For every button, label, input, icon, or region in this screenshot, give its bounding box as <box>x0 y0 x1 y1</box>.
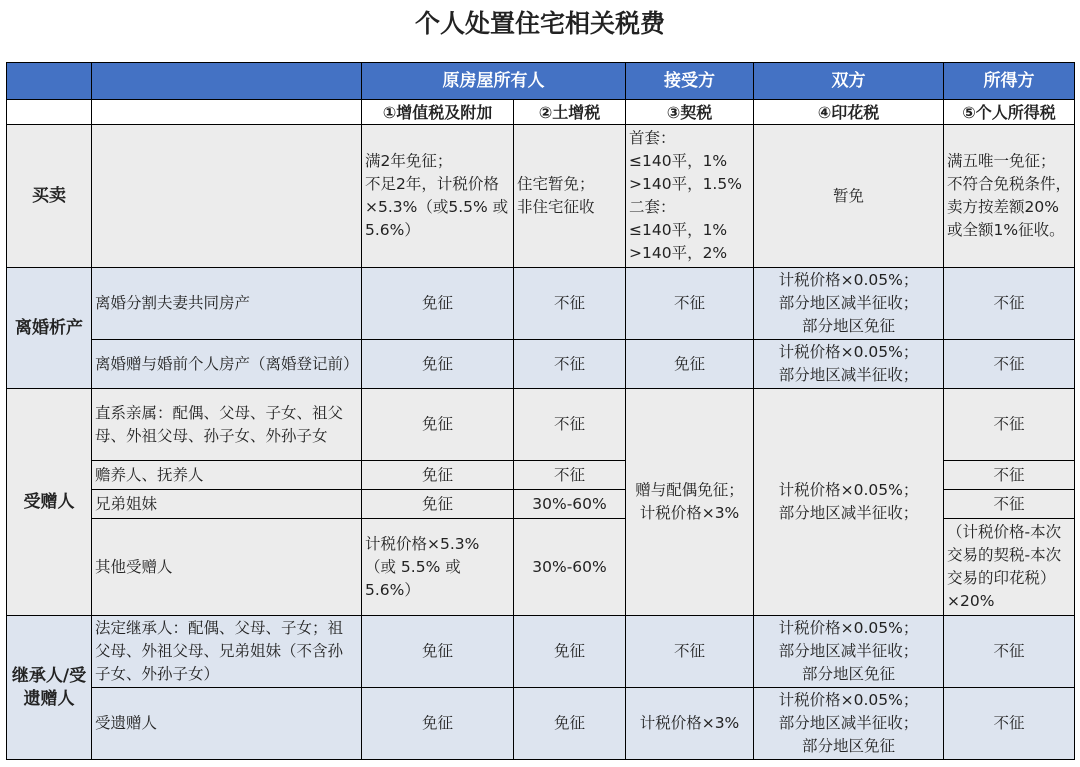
row-desc: 其他受赠人 <box>92 519 362 616</box>
sale-land: 住宅暂免； 非住宅征收 <box>514 125 626 268</box>
header-owner: 原房屋所有人 <box>362 63 626 100</box>
subheader-blank-1 <box>7 100 92 125</box>
cell-deed: 不征 <box>626 616 754 688</box>
table-row <box>7 125 1075 268</box>
cell-land: 不征 <box>514 268 626 340</box>
cell-land: 30%-60% <box>514 519 626 616</box>
cell-pit: 不征 <box>944 461 1075 490</box>
header-blank-2 <box>92 63 362 100</box>
row-desc: 受遗赠人 <box>92 688 362 760</box>
cell-land: 不征 <box>514 461 626 490</box>
header-income: 所得方 <box>944 63 1075 100</box>
subheader-stamp: ④印花税 <box>754 100 944 125</box>
row-desc: 赡养人、抚养人 <box>92 461 362 490</box>
table-row <box>7 688 1075 760</box>
cell-pit: 不征 <box>944 340 1075 389</box>
cell-vat: 免征 <box>362 616 514 688</box>
sale-desc <box>92 125 362 268</box>
cell-deed: 计税价格×3% <box>626 688 754 760</box>
header-receiver: 接受方 <box>626 63 754 100</box>
cell-vat: 免征 <box>362 389 514 461</box>
header-blank-1 <box>7 63 92 100</box>
table-row <box>7 389 1075 461</box>
cell-land: 不征 <box>514 340 626 389</box>
subheader-row <box>7 100 1075 125</box>
table-row <box>7 616 1075 688</box>
sale-stamp: 暂免 <box>754 125 944 268</box>
cell-land: 免征 <box>514 688 626 760</box>
cell-vat: 免征 <box>362 268 514 340</box>
cell-vat: 计税价格×5.3%（或 5.5% 或 5.6%） <box>362 519 514 616</box>
category-inherit: 继承人/受遗赠人 <box>7 616 92 760</box>
cell-stamp: 计税价格×0.05%； 部分地区减半征收； 部分地区免征 <box>754 688 944 760</box>
gift-deed: 赠与配偶免征； 计税价格×3% <box>626 389 754 616</box>
cell-deed: 不征 <box>626 268 754 340</box>
cell-vat: 免征 <box>362 340 514 389</box>
row-desc: 离婚分割夫妻共同房产 <box>92 268 362 340</box>
cell-deed: 免征 <box>626 340 754 389</box>
cell-vat: 免征 <box>362 490 514 519</box>
category-divorce: 离婚析产 <box>7 268 92 389</box>
cell-vat: 免征 <box>362 688 514 760</box>
cell-pit: 不征 <box>944 268 1075 340</box>
cell-vat: 免征 <box>362 461 514 490</box>
header-both: 双方 <box>754 63 944 100</box>
sale-deed: 首套： ≤140平，1% >140平，1.5% 二套： ≤140平，1% >140平，2% <box>626 125 754 268</box>
cell-stamp: 计税价格×0.05%； 部分地区减半征收； <box>754 340 944 389</box>
subheader-deed: ③契税 <box>626 100 754 125</box>
table-row <box>7 340 1075 389</box>
row-desc: 兄弟姐妹 <box>92 490 362 519</box>
cell-pit: 不征 <box>944 389 1075 461</box>
cell-pit: （计税价格-本次交易的契税-本次交易的印花税）×20% <box>944 519 1075 616</box>
subheader-pit: ⑤个人所得税 <box>944 100 1075 125</box>
cell-stamp: 计税价格×0.05%； 部分地区减半征收； 部分地区免征 <box>754 268 944 340</box>
subheader-land: ②土增税 <box>514 100 626 125</box>
table-row <box>7 268 1075 340</box>
cell-land: 免征 <box>514 616 626 688</box>
category-sale: 买卖 <box>7 125 92 268</box>
row-desc: 直系亲属：配偶、父母、子女、祖父母、外祖父母、孙子女、外孙子女 <box>92 389 362 461</box>
sale-pit: 满五唯一免征； 不符合免税条件，卖方按差额20%或全额1%征收。 <box>944 125 1075 268</box>
cell-stamp: 计税价格×0.05%； 部分地区减半征收； 部分地区免征 <box>754 616 944 688</box>
sale-vat: 满2年免征； 不足2年，计税价格×5.3%（或5.5% 或 5.6%） <box>362 125 514 268</box>
cell-land: 不征 <box>514 389 626 461</box>
category-gift: 受赠人 <box>7 389 92 616</box>
tax-table <box>6 62 1075 760</box>
subheader-blank-2 <box>92 100 362 125</box>
row-desc: 离婚赠与婚前个人房产（离婚登记前） <box>92 340 362 389</box>
page-title: 个人处置住宅相关税费 <box>414 9 665 38</box>
cell-pit: 不征 <box>944 490 1075 519</box>
cell-pit: 不征 <box>944 616 1075 688</box>
subheader-vat: ①增值税及附加 <box>362 100 514 125</box>
header-row <box>7 63 1075 100</box>
cell-pit: 不征 <box>944 688 1075 760</box>
cell-land: 30%-60% <box>514 490 626 519</box>
gift-stamp: 计税价格×0.05%； 部分地区减半征收； <box>754 389 944 616</box>
row-desc: 法定继承人：配偶、父母、子女；祖父母、外祖父母、兄弟姐妹（不含孙子女、外孙子女） <box>92 616 362 688</box>
